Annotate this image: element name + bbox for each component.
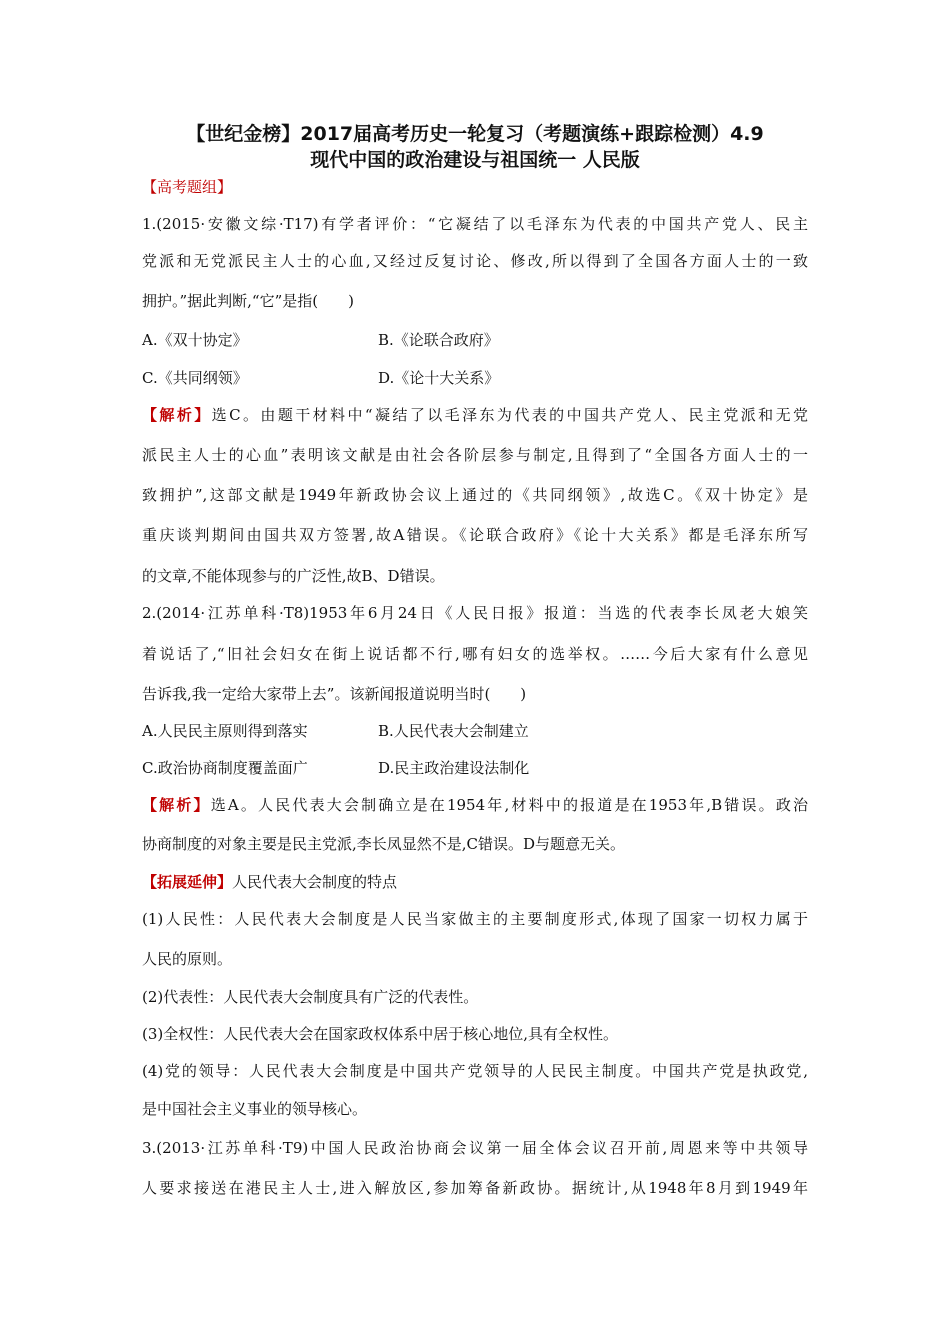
q1-analysis-text-1: 选C。由题干材料中“凝结了以毛泽东为代表的中国共产党人、民主党派和无党	[211, 406, 808, 424]
q2-stem-line-2: 着说话了,“旧社会妇女在街上说话都不行,哪有妇女的选举权。……今后大家有什么意见	[142, 645, 808, 663]
q1-analysis-line-5: 的文章,不能体现参与的广泛性,故B、D错误。	[142, 567, 445, 585]
q2-option-d: D.民主政治建设法制化	[378, 759, 530, 777]
q1-analysis-line-2: 派民主人士的心血”表明该文献是由社会各阶层参与制定,且得到了“全国各方面人士的一	[142, 446, 808, 464]
q1-option-a: A.《双十协定》	[142, 331, 248, 349]
extension-line-2: 人民的原则。	[142, 950, 233, 968]
extension-line-3: (2)代表性：人民代表大会制度具有广泛的代表性。	[142, 988, 479, 1006]
q2-option-c: C.政治协商制度覆盖面广	[142, 759, 308, 777]
extension-line-5: (4)党的领导：人民代表大会制度是中国共产党领导的人民民主制度。中国共产党是执政党,	[142, 1062, 808, 1080]
q1-option-c: C.《共同纲领》	[142, 369, 248, 387]
extension-title: 人民代表大会制度的特点	[232, 873, 398, 891]
q1-option-b: B.《论联合政府》	[378, 331, 499, 349]
document-title-line-2: 现代中国的政治建设与祖国统一 人民版	[310, 149, 640, 171]
q2-option-a: A.人民民主原则得到落实	[142, 722, 308, 740]
q1-analysis-line-3: 致拥护”,这部文献是1949年新政协会议上通过的《共同纲领》,故选C。《双十协定》是	[142, 486, 808, 504]
q1-stem-line-1: 1.(2015·安徽文综·T17)有学者评价：“它凝结了以毛泽东为代表的中国共产党人、民主	[142, 215, 808, 233]
q3-stem-line-2: 人要求接送在港民主人士,进入解放区,参加筹备新政协。据统计,从1948年8月到1949年	[142, 1179, 808, 1197]
extension-tag: 【拓展延伸】	[142, 873, 233, 891]
q2-analysis-line-2: 协商制度的对象主要是民主党派,李长凤显然不是,C错误。D与题意无关。	[142, 835, 626, 853]
q3-stem-line-1: 3.(2013·江苏单科·T9)中国人民政治协商会议第一届全体会议召开前,周恩来等中共领导	[142, 1139, 808, 1157]
extension-line-1: (1)人民性：人民代表大会制度是人民当家做主的主要制度形式,体现了国家一切权力属于	[142, 910, 808, 928]
q1-analysis-tag: 【解析】	[142, 406, 212, 424]
q2-stem-line-1: 2.(2014·江苏单科·T8)1953年6月24日《人民日报》报道：当选的代表李长凤老大娘笑	[142, 604, 808, 622]
q2-analysis-tag: 【解析】	[142, 796, 211, 814]
q1-analysis-line-4: 重庆谈判期间由国共双方签署,故A错误。《论联合政府》《论十大关系》都是毛泽东所写	[142, 526, 808, 544]
q1-stem-line-2: 党派和无党派民主人士的心血,又经过反复讨论、修改,所以得到了全国各方面人士的一致	[142, 252, 808, 270]
extension-line-6: 是中国社会主义事业的领导核心。	[142, 1100, 368, 1118]
q2-analysis-line-1	[142, 794, 808, 816]
q2-analysis-text-1: 选A。人民代表大会制确立是在1954年,材料中的报道是在1953年,B错误。政治	[210, 796, 808, 814]
q2-stem-line-3: 告诉我,我一定给大家带上去”。该新闻报道说明当时( )	[142, 685, 527, 703]
q1-stem-line-3: 拥护。”据此判断,“它”是指( )	[142, 292, 354, 310]
q1-analysis-line-1	[142, 404, 808, 426]
extension-heading	[142, 871, 397, 893]
section-label: 【高考题组】	[142, 178, 233, 196]
q1-option-d: D.《论十大关系》	[378, 369, 500, 387]
document-title-line-1: 【世纪金榜】2017届高考历史一轮复习（考题演练+跟踪检测）4.9	[186, 123, 764, 145]
extension-line-4: (3)全权性：人民代表大会在国家政权体系中居于核心地位,具有全权性。	[142, 1025, 619, 1043]
q2-option-b: B.人民代表大会制建立	[378, 722, 529, 740]
